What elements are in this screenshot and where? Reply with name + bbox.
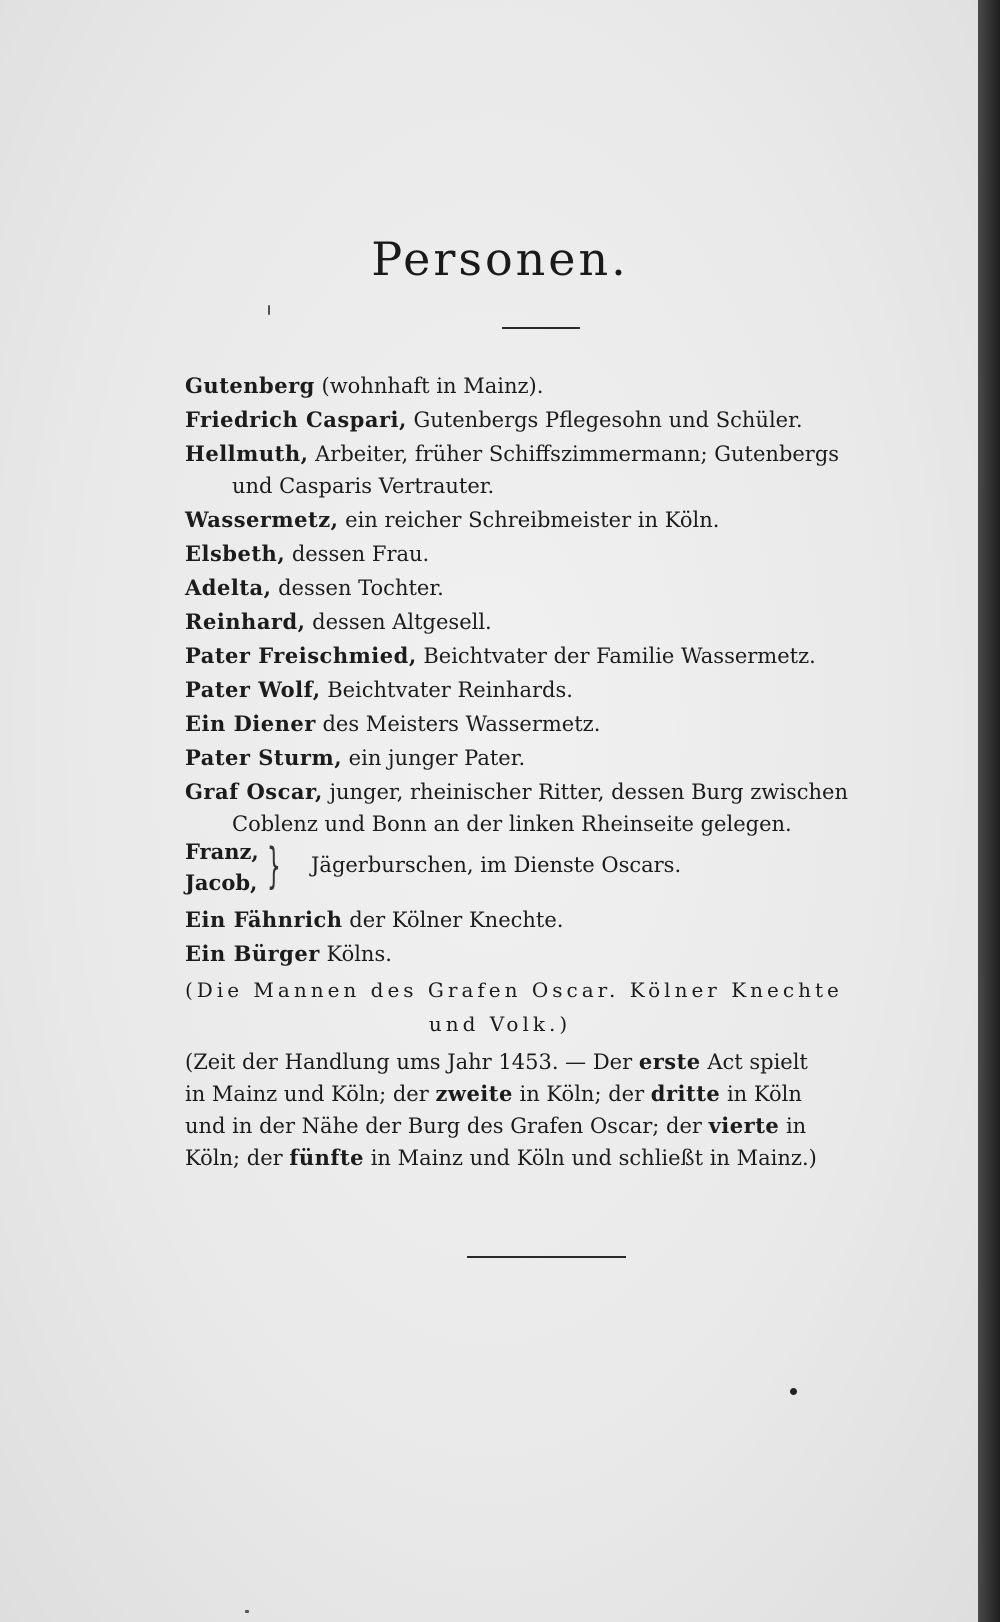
cast-entry-wassermetz: Wassermetz, ein reicher Schreibmeister in Köln. bbox=[185, 507, 720, 532]
brace-description: Jägerburschen, im Dienste Oscars. bbox=[311, 853, 682, 877]
cast-entry-caspari: Friedrich Caspari, Gutenbergs Pflegesohn und Schüler. bbox=[185, 407, 803, 432]
cast-entry-hellmuth: Hellmuth, Arbeiter, früher Schiffszimmermann; Gutenbergs bbox=[185, 441, 840, 466]
setting-line-2: in Mainz und Köln; der zweite in Köln; der dritte in Köln bbox=[185, 1081, 802, 1106]
closing-divider bbox=[467, 1256, 626, 1258]
book-edge bbox=[978, 0, 1000, 1622]
cast-entry-pater-freischmied: Pater Freischmied, Beichtvater der Familie Wassermetz. bbox=[185, 643, 816, 668]
cast-entry-diener: Ein Diener des Meisters Wassermetz. bbox=[185, 711, 601, 736]
cast-entry-faehnrich: Ein Fähnrich der Kölner Knechte. bbox=[185, 907, 564, 932]
print-mark bbox=[268, 305, 270, 315]
page-title: Personen. bbox=[371, 232, 629, 286]
print-speck bbox=[790, 1388, 797, 1395]
chorus-line-2: und Volk.) bbox=[428, 1012, 572, 1036]
brace-names bbox=[185, 836, 259, 898]
cast-entry-hellmuth-cont: und Casparis Vertrauter. bbox=[232, 474, 495, 498]
setting-line-3: und in der Nähe der Burg des Grafen Oscar; der vierte in bbox=[185, 1113, 807, 1138]
cast-entry-pater-sturm: Pater Sturm, ein junger Pater. bbox=[185, 745, 526, 770]
setting-line-1: (Zeit der Handlung ums Jahr 1453. — Der erste Act spielt bbox=[185, 1049, 808, 1074]
cast-name-franz: Franz, bbox=[185, 839, 259, 864]
cast-entry-reinhard: Reinhard, dessen Altgesell. bbox=[185, 609, 492, 634]
cast-entry-elsbeth: Elsbeth, dessen Frau. bbox=[185, 541, 430, 566]
brace-symbol: } bbox=[267, 838, 281, 894]
cast-entry-pater-wolf: Pater Wolf, Beichtvater Reinhards. bbox=[185, 677, 573, 702]
setting-line-4: Köln; der fünfte in Mainz und Köln und schließt in Mainz.) bbox=[185, 1145, 817, 1170]
cast-entry-adelta: Adelta, dessen Tochter. bbox=[185, 575, 444, 600]
print-mark bbox=[245, 1610, 249, 1613]
chorus-line-1: (Die Mannen des Grafen Oscar. Kölner Knechte bbox=[185, 978, 843, 1002]
title-divider bbox=[502, 327, 580, 329]
cast-entry-graf-oscar: Graf Oscar, junger, rheinischer Ritter, dessen Burg zwischen bbox=[185, 779, 849, 804]
cast-entry-gutenberg: Gutenberg (wohnhaft in Mainz). bbox=[185, 373, 544, 398]
cast-name-jacob: Jacob, bbox=[185, 870, 258, 895]
cast-entry-buerger: Ein Bürger Kölns. bbox=[185, 941, 392, 966]
cast-entry-graf-oscar-cont: Coblenz und Bonn an der linken Rheinseite gelegen. bbox=[232, 812, 792, 836]
